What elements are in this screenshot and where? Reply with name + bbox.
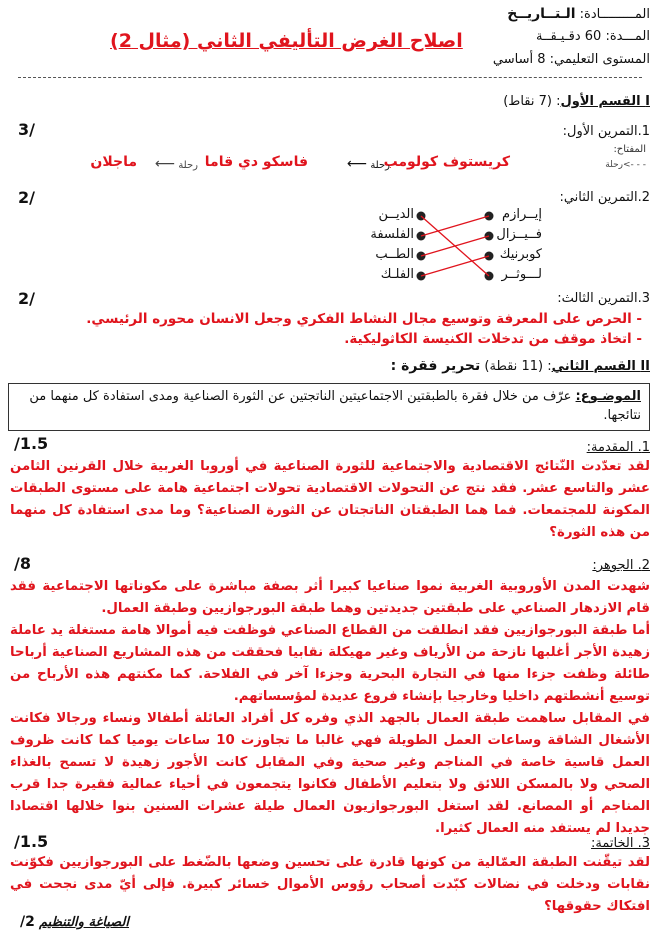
level-label: المستوى التعليمي:: [545, 52, 650, 67]
right-item-philosophy: الفلسفة: [370, 227, 414, 242]
dashed-arrow-icon: - - ->: [622, 160, 646, 170]
duration-value: 60 دقـيـقــة: [535, 29, 602, 44]
topic-label: الموضـوع:: [575, 389, 641, 404]
level-value: 8 أساسي: [492, 52, 546, 67]
match-line: [421, 256, 489, 276]
subject-value: الـتــاريــخ: [507, 6, 576, 22]
subject-label: المـــــــــادة:: [575, 7, 650, 22]
left-item-copernicus: كوبرنيك: [499, 247, 542, 262]
ex1-name-gama: فاسكو دي قاما: [204, 154, 308, 170]
section2-heading: [391, 358, 650, 374]
ex1-trip1: رحلة ⟵: [347, 156, 390, 172]
right-item-astronomy: الفلـك: [380, 267, 414, 282]
section2-title: II القسم الثاني: [551, 359, 650, 374]
body-score: /8: [14, 554, 31, 573]
left-item-erasmus: إيــرازم: [502, 207, 542, 222]
conclusion-score: /1.5: [14, 832, 49, 851]
ex2-score: 2/: [18, 188, 35, 207]
section2-points: : (11 نقطة): [480, 359, 552, 374]
match-line: [421, 216, 489, 276]
style-line: [20, 914, 129, 930]
ex1-label: 1.التمرين الأول:: [562, 124, 650, 139]
arrow-left-icon: ⟵: [155, 156, 176, 172]
section2-subtitle: تحرير فقرة :: [390, 358, 481, 374]
page-title: اصلاح الغرض التأليفي الثاني (مثال 2): [110, 30, 463, 52]
ex1-name-columbus: كريستوف كولومب: [383, 154, 510, 170]
intro-label: 1. المقدمة:: [586, 440, 650, 455]
conclusion-label: 3. الخاتمة:: [591, 836, 650, 851]
intro-paragraph: لقد تعدّدت النّتائج الاقتصادية والاجتماعية للثورة الصناعية في أوروبا الغربية خلال القرنين الثامن عشر والتاسع عشر. فقد نتج عن التحولات الاقتصادية تحولات اجتماعية هامة على مستوى الطبقات المكونة للمجتمعات. فما هما الطبقتان الناتجتان عن الثورة الصناعية؟ وما مدى استفادة كل منهما من هذه الثورة؟: [10, 459, 650, 540]
body-paragraph-2: أما طبقة البورجوازيين فقد انطلقت من القطاع الصناعي فوظفت فيه أموالا هامة مستغلة يد عاملة زهيدة الأجر أغلبها نازحة من الأرياف وغير مهيكلة نقابيا فحققت من هذه المشاريع الصناعية أرباحا طائلة وظفت جزءا منها في التجارة البحرية وجزءا آخر في الفلاحة. كما مكنتهم هذه الأرباح من توسيع أنشطتهم داخليا وخارجيا بإنشاء فروع عديدة لمؤسساتهم.: [10, 623, 650, 704]
intro-score: /1.5: [14, 434, 49, 453]
ex1-name-magellan: ماجلان: [90, 154, 137, 170]
right-item-religion: الديــن: [378, 207, 414, 222]
arrow-left-icon: ⟵: [347, 156, 368, 172]
style-label: الصياغة والتنظيم: [39, 915, 129, 930]
ex2-label: 2.التمرين الثاني:: [559, 190, 650, 205]
ex3-line2: - اتخاذ موقف من تدخلات الكنيسة الكاثوليكية.: [344, 331, 642, 347]
ex3-label: 3.التمرين الثالث:: [557, 291, 650, 306]
right-item-medicine: الطــب: [375, 247, 414, 262]
ex3-line1: - الحرص على المعرفة وتوسيع مجال النشاط الفكري وجعل الانسان محوره الرئيسي.: [86, 311, 642, 327]
ex3-score: 2/: [18, 289, 35, 308]
duration-label: المـــدة:: [601, 29, 650, 44]
body-label: 2. الجوهر:: [592, 558, 650, 573]
section1-title: I القسم الأول: [560, 94, 650, 109]
topic-text: عرّف من خلال فقرة بالطبقتين الاجتماعيتين الناتجتين عن الثورة الصناعية ومدى استفادة كل منهما من نتائجها.: [29, 389, 641, 423]
body-paragraph-3: في المقابل ساهمت طبقة العمال بالجهد الذي وفره كل أفراد العائلة أطفالا ونساء ورجالا فكانت الأشغال الشاقة وساعات العمل الطويلة فهي غالبا ما تجاوزت 10 ساعات يوميا كما كانت ظروف العمل قاسية خاصة في المناجم وغير صحية وفي المقابل كانت الأجور زهيدة لا تسمح بالغذاء الصحي ولا بالمسكن اللائق ولا بتعليم الأطفال فكانوا يتجمعون في أحياء عمالية فقيرة جدا قرب المناجم أو المصانع. لقد استغل البورجوازيون العمال طيلة عشرات السنين بنوا خلالها اقتصادا جديدا لم يستفد منه العمال كثيرا.: [10, 711, 650, 836]
left-item-luther: لـــوثــر: [501, 267, 542, 282]
style-score: 2/: [20, 914, 35, 930]
section1-points: : (7 نقاط): [503, 94, 561, 109]
ex1-score: 3/: [18, 120, 35, 139]
key-trip-label: - - ->رحلة: [605, 160, 646, 170]
ex1-trip2: رحلة ⟵: [155, 156, 198, 172]
left-item-vesalius: فــيــزال: [496, 227, 542, 242]
body-paragraph-1: شهدت المدن الأوروبية الغربية نموا صناعيا كبيرا أثر بصفة مباشرة على مكوناتها الاجتماعية فقد قام الازدهار الصناعي على طبقتين جديدتين وهما طبقة البورجوازيين وطبقة العمال.: [10, 579, 650, 616]
match-line: [421, 216, 489, 236]
conclusion-paragraph: لقد تيقّنت الطبقة العمّالية من كونها قادرة على تحسين وضعها بالضّغط على البورجوازيين فكوّنت نقابات ودخلت في نضالات كبّدت أصحاب رؤوس الأموال خسائر كبيرة. فإلى أيّ مدى نجحت في افتكاك حقوقها؟: [10, 855, 650, 914]
key-label: المفتاح:: [613, 144, 646, 155]
topic-box: [8, 383, 650, 431]
